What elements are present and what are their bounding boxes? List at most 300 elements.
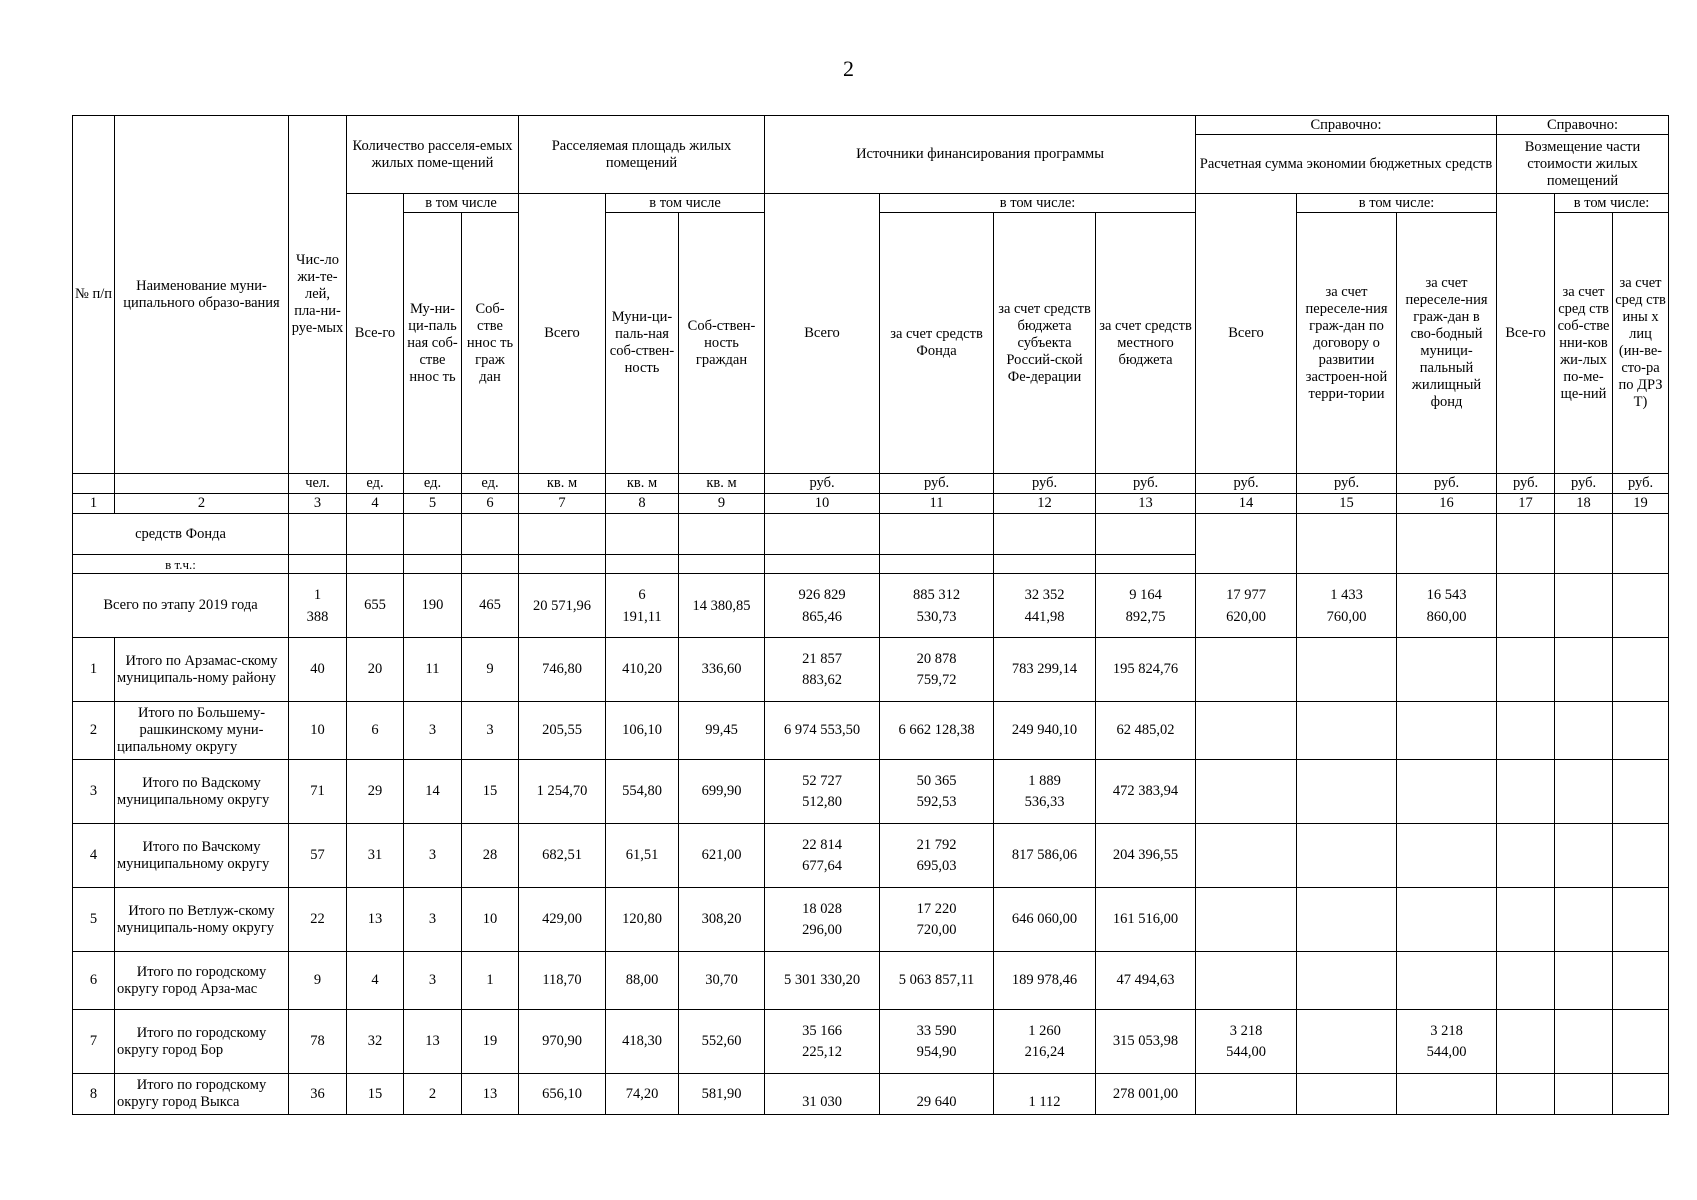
header-ref1-incl: в том числе:	[1297, 194, 1497, 213]
column-index: 8	[606, 494, 679, 514]
empty-cell	[1613, 638, 1669, 702]
row-rooms-total: 29	[347, 760, 404, 824]
header-ref1-title: Расчетная сумма экономии бюджетных средств	[1196, 135, 1497, 194]
row-src-total-value: 22 814 677,64	[802, 836, 842, 874]
row-ref1-total	[1196, 702, 1297, 760]
header-src-incl: в том числе:	[880, 194, 1196, 213]
row-area-mun: 120,80	[606, 888, 679, 952]
row-name: Итого по Вадскому муниципальному округу	[115, 760, 289, 824]
empty-cell	[1297, 638, 1397, 702]
row-ref1-free	[1397, 702, 1497, 760]
row-src-total	[765, 888, 880, 952]
header-sources: Источники финансирования программы	[765, 116, 1196, 194]
empty-cell	[1497, 638, 1555, 702]
row-src-subject: 646 060,00	[994, 888, 1096, 952]
row-src-subject-value: 1 889 536,33	[1024, 772, 1065, 810]
row-rooms-priv: 10	[462, 888, 519, 952]
row-residents: 9	[289, 952, 347, 1010]
total-src-fund	[880, 574, 994, 638]
column-index: 9	[679, 494, 765, 514]
column-index: 15	[1297, 494, 1397, 514]
row-area-priv: 621,00	[679, 824, 765, 888]
header-ref1-label: Справочно:	[1196, 116, 1497, 135]
row-src-fund	[880, 760, 994, 824]
row-area-total: 746,80	[519, 638, 606, 702]
row-name: Итого по городскому округу город Арза-мас	[115, 952, 289, 1010]
column-index: 3	[289, 494, 347, 514]
header-ref2-owners: за счет сред ств соб-стве нни-ков жи-лых по-ме-ще-ний	[1555, 213, 1613, 474]
row-src-subject-value: 1 260 216,24	[1024, 1022, 1065, 1060]
row-rooms-mun: 2	[404, 1074, 462, 1115]
table-row	[73, 888, 1669, 952]
empty-cell	[289, 514, 347, 555]
units-cell: руб.	[1397, 474, 1497, 494]
row-number: 4	[73, 824, 115, 888]
row-src-fund: 6 662 128,38	[880, 702, 994, 760]
column-index: 10	[765, 494, 880, 514]
column-index: 7	[519, 494, 606, 514]
row-residents: 22	[289, 888, 347, 952]
row-rooms-total: 4	[347, 952, 404, 1010]
row-ref1-free	[1397, 638, 1497, 702]
row-src-fund: 29 640	[880, 1074, 994, 1115]
header-ref1-contract: за счет переселе-ния граж-дан по договору о развитии застроен-ной терри-тории	[1297, 213, 1397, 474]
row-ref1-total	[1196, 824, 1297, 888]
row-area-priv: 581,90	[679, 1074, 765, 1115]
empty-cell	[404, 555, 462, 574]
incl-label: в т.ч.:	[73, 555, 289, 574]
total-rooms-total: 655	[347, 574, 404, 638]
empty-cell	[1297, 1074, 1397, 1115]
row-src-fund	[880, 638, 994, 702]
total-ref1-free	[1397, 574, 1497, 638]
header-ref1-free: за счет переселе-ния граж-дан в сво-бодный муници-пальный жилищный фонд	[1397, 213, 1497, 474]
empty-cell	[1297, 760, 1397, 824]
empty-cell	[1613, 888, 1669, 952]
row-residents: 40	[289, 638, 347, 702]
row-src-subject: 249 940,10	[994, 702, 1096, 760]
total-src-total	[765, 574, 880, 638]
empty-cell	[880, 555, 994, 574]
row-rooms-priv: 28	[462, 824, 519, 888]
units-cell: руб.	[1196, 474, 1297, 494]
row-number: 2	[73, 702, 115, 760]
row-area-mun: 554,80	[606, 760, 679, 824]
row-rooms-priv: 1	[462, 952, 519, 1010]
total-src-local	[1096, 574, 1196, 638]
row-rooms-priv: 15	[462, 760, 519, 824]
total-ref1-total-value: 17 977 620,00	[1226, 586, 1266, 625]
row-area-priv: 99,45	[679, 702, 765, 760]
row-ref1-total	[1196, 760, 1297, 824]
empty-cell	[1613, 952, 1669, 1010]
total-area-total-value: 20 571,96	[533, 597, 592, 614]
empty-cell	[1613, 1074, 1669, 1115]
page-number: 2	[843, 56, 854, 81]
row-src-fund-value: 20 878 759,72	[916, 650, 957, 688]
empty-cell	[519, 514, 606, 555]
header-area-priv: Соб-ствен-ность граждан	[679, 213, 765, 474]
row-rooms-total: 15	[347, 1074, 404, 1115]
empty-cell	[765, 514, 880, 555]
empty-cell	[994, 514, 1096, 555]
row-area-total: 656,10	[519, 1074, 606, 1115]
total-src-subject	[994, 574, 1096, 638]
row-area-total: 970,90	[519, 1010, 606, 1074]
column-index: 18	[1555, 494, 1613, 514]
total-ref1-contract	[1297, 574, 1397, 638]
empty-cell	[1497, 1010, 1555, 1074]
row-src-total-value: 35 166 225,12	[802, 1022, 842, 1060]
total-area-mun-value: 6 191,11	[622, 586, 662, 625]
units-row	[73, 474, 1669, 494]
row-number: 3	[73, 760, 115, 824]
units-cell: руб.	[994, 474, 1096, 494]
column-index: 17	[1497, 494, 1555, 514]
units-cell: руб.	[1297, 474, 1397, 494]
row-ref1-free	[1397, 888, 1497, 952]
units-cell: руб.	[765, 474, 880, 494]
total-area-priv-value: 14 380,85	[692, 597, 751, 614]
row-rooms-priv: 19	[462, 1010, 519, 1074]
row-src-local: 278 001,00	[1096, 1074, 1196, 1115]
table-row	[73, 702, 1669, 760]
row-name: Итого по Вачскому муниципальному округу	[115, 824, 289, 888]
row-residents: 10	[289, 702, 347, 760]
empty-cell	[1555, 760, 1613, 824]
row-src-fund-value: 50 365 592,53	[916, 772, 957, 810]
row-src-total	[765, 1010, 880, 1074]
units-cell: руб.	[1613, 474, 1669, 494]
row-name: Итого по городскому округу город Бор	[115, 1010, 289, 1074]
units-cell: кв. м	[606, 474, 679, 494]
empty-cell	[347, 514, 404, 555]
row-area-mun: 410,20	[606, 638, 679, 702]
fund-row	[73, 514, 1669, 555]
row-residents: 57	[289, 824, 347, 888]
row-src-local: 315 053,98	[1096, 1010, 1196, 1074]
units-cell: руб.	[880, 474, 994, 494]
total-label: Всего по этапу 2019 года	[73, 574, 289, 638]
column-index: 16	[1397, 494, 1497, 514]
row-name: Итого по Ветлуж-скому муниципаль-ному округу	[115, 888, 289, 952]
row-ref1-total	[1196, 1074, 1297, 1115]
row-src-total: 6 974 553,50	[765, 702, 880, 760]
row-src-total: 31 030	[765, 1074, 880, 1115]
row-src-total	[765, 760, 880, 824]
total-ref1-contract-value: 1 433 760,00	[1326, 586, 1367, 625]
row-name: Итого по городскому округу город Выкса	[115, 1074, 289, 1115]
row-src-total-value: 21 857 883,62	[802, 650, 842, 688]
total-residents	[289, 574, 347, 638]
row-src-local: 204 396,55	[1096, 824, 1196, 888]
header-area-total: Всего	[519, 194, 606, 474]
row-src-local: 195 824,76	[1096, 638, 1196, 702]
row-number: 1	[73, 638, 115, 702]
row-rooms-total: 20	[347, 638, 404, 702]
row-src-local: 161 516,00	[1096, 888, 1196, 952]
column-index: 12	[994, 494, 1096, 514]
header-rooms-qty: Количество расселя-емых жилых поме-щений	[347, 116, 519, 194]
empty-cell	[1297, 702, 1397, 760]
empty-cell	[1497, 1074, 1555, 1115]
header-area-mun: Муни-ци-паль-ная соб-ствен-ность	[606, 213, 679, 474]
row-src-total-value: 18 028 296,00	[802, 900, 842, 938]
row-ref1-free	[1397, 824, 1497, 888]
empty-cell	[1613, 760, 1669, 824]
row-src-local: 47 494,63	[1096, 952, 1196, 1010]
units-cell: ед.	[404, 474, 462, 494]
header-ref1-total: Всего	[1196, 194, 1297, 474]
empty-cell	[404, 514, 462, 555]
empty-cell	[1397, 514, 1497, 574]
table-row	[73, 1010, 1669, 1074]
total-area-total	[519, 574, 606, 638]
table-row	[73, 952, 1669, 1010]
empty-cell	[880, 514, 994, 555]
total-rooms-priv: 465	[462, 574, 519, 638]
row-src-fund-value: 21 792 695,03	[916, 836, 957, 874]
empty-cell	[1613, 702, 1669, 760]
column-index: 13	[1096, 494, 1196, 514]
header-rooms-incl: в том числе	[404, 194, 519, 213]
row-ref1-total	[1196, 952, 1297, 1010]
row-src-subject: 783 299,14	[994, 638, 1096, 702]
row-ref1-total	[1196, 1010, 1297, 1074]
row-src-fund	[880, 824, 994, 888]
total-area-mun	[606, 574, 679, 638]
empty-cell	[289, 555, 347, 574]
row-src-local: 62 485,02	[1096, 702, 1196, 760]
units-cell: кв. м	[679, 474, 765, 494]
units-cell: ед.	[347, 474, 404, 494]
total-rooms-mun: 190	[404, 574, 462, 638]
total-src-total-value: 926 829 865,46	[798, 586, 846, 625]
empty-cell	[1497, 824, 1555, 888]
header-src-total: Всего	[765, 194, 880, 474]
total-src-fund-value: 885 312 530,73	[912, 586, 961, 625]
header-area: Расселяемая площадь жилых помещений	[519, 116, 765, 194]
column-index: 14	[1196, 494, 1297, 514]
row-area-total: 1 254,70	[519, 760, 606, 824]
row-name: Итого по Арзамас-скому муниципаль-ному району	[115, 638, 289, 702]
empty-cell	[1555, 824, 1613, 888]
empty-cell	[1555, 514, 1613, 574]
row-residents: 36	[289, 1074, 347, 1115]
row-area-mun: 88,00	[606, 952, 679, 1010]
column-index: 6	[462, 494, 519, 514]
row-area-total: 205,55	[519, 702, 606, 760]
header-name: Наименование муни-ципального образо-вания	[115, 116, 289, 474]
column-index-row	[73, 494, 1669, 514]
empty-cell	[1613, 514, 1669, 574]
column-index: 2	[115, 494, 289, 514]
header-ref2-label: Справочно:	[1497, 116, 1669, 135]
row-number: 8	[73, 1074, 115, 1115]
empty-cell	[1297, 952, 1397, 1010]
empty-cell	[1555, 952, 1613, 1010]
units-cell	[73, 474, 115, 494]
total-ref1-free-value: 16 543 860,00	[1426, 586, 1467, 625]
row-src-total-value: 52 727 512,80	[802, 772, 842, 810]
header-ref2-incl: в том числе:	[1555, 194, 1669, 213]
empty-cell	[606, 514, 679, 555]
empty-cell	[1096, 555, 1196, 574]
row-src-fund: 5 063 857,11	[880, 952, 994, 1010]
empty-cell	[606, 555, 679, 574]
row-area-total: 118,70	[519, 952, 606, 1010]
header-rooms-mun: Му-ни-ци-паль ная соб-стве ннос ть	[404, 213, 462, 474]
row-rooms-mun: 13	[404, 1010, 462, 1074]
row-area-mun: 61,51	[606, 824, 679, 888]
row-rooms-mun: 11	[404, 638, 462, 702]
empty-cell	[1555, 1010, 1613, 1074]
header-area-incl: в том числе	[606, 194, 765, 213]
header-ref2-total: Все-го	[1497, 194, 1555, 474]
row-src-fund	[880, 1010, 994, 1074]
total-row	[73, 574, 1669, 638]
empty-cell	[1497, 952, 1555, 1010]
row-rooms-mun: 3	[404, 824, 462, 888]
units-cell: кв. м	[519, 474, 606, 494]
table-row	[73, 760, 1669, 824]
header-ref2-title: Возмещение части стоимости жилых помещений	[1497, 135, 1669, 194]
row-area-priv: 699,90	[679, 760, 765, 824]
row-rooms-priv: 3	[462, 702, 519, 760]
table-row	[73, 824, 1669, 888]
row-area-priv: 308,20	[679, 888, 765, 952]
column-index: 4	[347, 494, 404, 514]
total-area-priv	[679, 574, 765, 638]
total-residents-value: 1 388	[306, 586, 329, 625]
column-index: 1	[73, 494, 115, 514]
units-cell: чел.	[289, 474, 347, 494]
header-ref2-others: за счет сред ств ины х лиц (ин-ве-сто-ра по ДРЗ Т)	[1613, 213, 1669, 474]
row-area-mun: 418,30	[606, 1010, 679, 1074]
row-number: 5	[73, 888, 115, 952]
empty-cell	[519, 555, 606, 574]
empty-cell	[1497, 514, 1555, 574]
empty-cell	[1096, 514, 1196, 555]
row-rooms-mun: 3	[404, 702, 462, 760]
empty-cell	[347, 555, 404, 574]
empty-cell	[1297, 514, 1397, 574]
table-row	[73, 638, 1669, 702]
empty-cell	[462, 514, 519, 555]
row-src-total	[765, 824, 880, 888]
row-src-fund-value: 17 220 720,00	[916, 900, 957, 938]
empty-cell	[1497, 888, 1555, 952]
units-cell: руб.	[1497, 474, 1555, 494]
empty-cell	[1555, 702, 1613, 760]
empty-cell	[679, 555, 765, 574]
empty-cell	[679, 514, 765, 555]
column-index: 11	[880, 494, 994, 514]
empty-cell	[765, 555, 880, 574]
header-src-local: за счет средств местного бюджета	[1096, 213, 1196, 474]
row-src-subject: 817 586,06	[994, 824, 1096, 888]
empty-cell	[1497, 702, 1555, 760]
column-index: 19	[1613, 494, 1669, 514]
row-area-mun: 74,20	[606, 1074, 679, 1115]
empty-cell	[1297, 824, 1397, 888]
empty-cell	[1555, 574, 1613, 638]
row-src-subject	[994, 760, 1096, 824]
empty-cell	[1497, 760, 1555, 824]
header-src-subject: за счет средств бюджета субъекта Россий-ской Фе-дерации	[994, 213, 1096, 474]
units-cell	[115, 474, 289, 494]
total-src-subject-value: 32 352 441,98	[1024, 586, 1065, 625]
header-num: № п/п	[73, 116, 115, 474]
total-src-local-value: 9 164 892,75	[1125, 586, 1166, 625]
row-src-subject: 189 978,46	[994, 952, 1096, 1010]
row-rooms-mun: 3	[404, 952, 462, 1010]
row-rooms-priv: 9	[462, 638, 519, 702]
total-ref1-total	[1196, 574, 1297, 638]
row-number: 6	[73, 952, 115, 1010]
units-cell: руб.	[1555, 474, 1613, 494]
row-area-priv: 336,60	[679, 638, 765, 702]
units-cell: руб.	[1096, 474, 1196, 494]
resettlement-table	[72, 115, 1669, 1115]
header-src-fund: за счет средств Фонда	[880, 213, 994, 474]
empty-cell	[1297, 888, 1397, 952]
empty-cell	[1555, 638, 1613, 702]
empty-cell	[462, 555, 519, 574]
row-src-total: 5 301 330,20	[765, 952, 880, 1010]
row-rooms-total: 13	[347, 888, 404, 952]
row-src-subject: 1 112	[994, 1074, 1096, 1115]
empty-cell	[1613, 824, 1669, 888]
units-cell: ед.	[462, 474, 519, 494]
row-ref1-free	[1397, 1010, 1497, 1074]
row-src-local: 472 383,94	[1096, 760, 1196, 824]
empty-cell	[1297, 1010, 1397, 1074]
header-residents: Чис-ло жи-те-лей, пла-ни-руе-мых	[289, 116, 347, 474]
row-src-subject	[994, 1010, 1096, 1074]
fund-label: средств Фонда	[73, 514, 289, 555]
empty-cell	[1613, 1010, 1669, 1074]
row-area-total: 682,51	[519, 824, 606, 888]
row-src-fund	[880, 888, 994, 952]
row-ref1-free	[1397, 952, 1497, 1010]
row-area-priv: 30,70	[679, 952, 765, 1010]
row-ref1-total	[1196, 638, 1297, 702]
row-ref1-total-value: 3 218 544,00	[1226, 1022, 1266, 1060]
empty-cell	[1196, 514, 1297, 574]
column-index: 5	[404, 494, 462, 514]
row-area-priv: 552,60	[679, 1010, 765, 1074]
row-rooms-priv: 13	[462, 1074, 519, 1115]
row-area-total: 429,00	[519, 888, 606, 952]
row-rooms-total: 31	[347, 824, 404, 888]
table-row	[73, 1074, 1669, 1115]
row-ref1-free	[1397, 760, 1497, 824]
row-ref1-free-value: 3 218 544,00	[1426, 1022, 1467, 1060]
row-residents: 78	[289, 1010, 347, 1074]
row-src-fund-value: 33 590 954,90	[916, 1022, 957, 1060]
row-ref1-free	[1397, 1074, 1497, 1115]
row-ref1-total	[1196, 888, 1297, 952]
empty-cell	[1497, 574, 1555, 638]
header-rooms-priv: Соб-стве ннос ть граж дан	[462, 213, 519, 474]
row-residents: 71	[289, 760, 347, 824]
row-rooms-mun: 3	[404, 888, 462, 952]
row-rooms-total: 6	[347, 702, 404, 760]
header-rooms-total: Все-го	[347, 194, 404, 474]
empty-cell	[1555, 888, 1613, 952]
empty-cell	[994, 555, 1096, 574]
